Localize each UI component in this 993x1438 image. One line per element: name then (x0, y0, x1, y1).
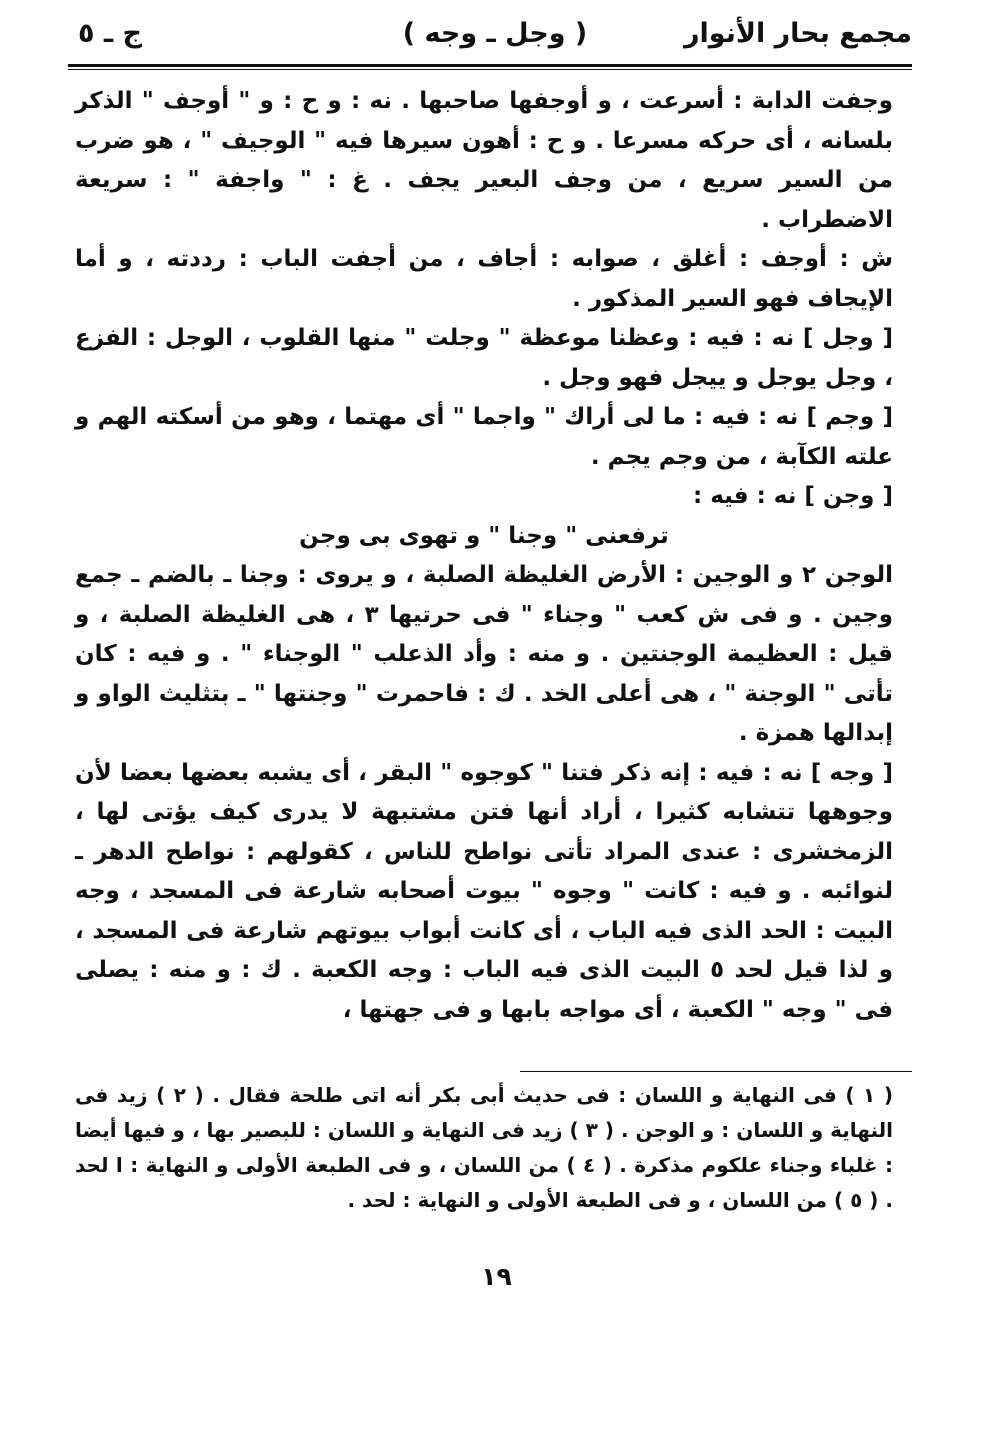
header-rule-thick (68, 64, 912, 67)
paragraph: ش : أوجف : أغلق ، صوابه : أجاف ، من أجفت الباب : رددته ، و أما الإيجاف فهو السير المذكور . (75, 246, 893, 312)
paragraph: [ وجه ] نه : فيه : إنه ذكر فتنا " كوجوه " البقر ، أى يشبه بعضها بعضا لأن وجوهها تتشابه كثيرا ، أراد أنها فتن مشتبهة لا يدرى كيف يؤتى لها ، الزمخشرى : عندى المراد تأتى نواطح للناس ، كقولهم : نواطح الدهر ـ لنوائبه . و فيه : كانت " وجوه " بيوت أصحابه شارعة فى المسجد ، وجه البيت : الحد الذى فيه الباب ، أى كانت أبواب بيوتهم شارعة فى المسجد ، و لذا قيل لحد ٥ البيت الذى فيه الباب : وجه الكعبة . ك : و منه : يصلى فى " وجه " الكعبة ، أى مواجه بابها و فى جهتها ، (75, 759, 894, 1023)
paragraph: [ وجم ] نه : فيه : ما لى أراك " واجما " أى مهتما ، وهو من أسكته الهم و علته الكآبة ، من وجم يجم . (75, 404, 893, 470)
main-text (75, 82, 893, 1052)
page-number: ١٩ (481, 1262, 512, 1291)
paragraph: وجفت الدابة : أسرعت ، و أوجفها صاحبها . نه : و ح : و " أوجف " الذكر بلسانه ، أى حركه مسرعا . و ح : أهون سيرها فيه " الوجيف " ، هو ضرب من السير سريع ، من وجف البعير يجف . غ : " واجفة " : سريعة الاضطراب . (75, 88, 893, 233)
footnote-text: ( ١ ) فى النهاية و اللسان : فى حديث أبى بكر أنه اتى طلحة فقال . ( ٢ ) زيد فى النهاية و اللسان : و الوجن . ( ٣ ) زيد فى النهاية و اللسان : للبصير بها ، و فيها أيضا : غلباء وجناء علكوم مذكرة . ( ٤ ) من اللسان ، و فى الطبعة الأولى و النهاية : ا لحد . ( ٥ ) من اللسان ، و فى الطبعة الأولى و النهاية : لحد . (75, 1083, 894, 1212)
volume-label: ج ـ ٥ (78, 18, 142, 49)
paragraph: الوجن ٢ و الوجين : الأرض الغليظة الصلبة ، و يروى : وجنا ـ بالضم ـ جمع وجين . و فى ش كعب " وجناء " فى حرتيها ٣ ، هى الغليظة الصلبة ، و قيل : العظيمة الوجنتين . و منه : وأد الذعلب " الوجناء " . و فيه : كان تأتى " الوجنة " ، هى أعلى الخد . ك : فاحمرت " وجنتها " ـ بتثليث الواو و إبدالها همزة . (75, 562, 893, 746)
paragraph: [ وجل ] نه : فيه : وعظنا موعظة " وجلت " منها القلوب ، الوجل : الفزع ، وجل يوجل و ييجل فهو وجل . (75, 325, 893, 391)
book-title: مجمع بحار الأنوار (683, 18, 912, 49)
verse-line: ترفعنى " وجنا " و تهوى بى وجن (299, 522, 669, 549)
paragraph: [ وجن ] نه : فيه : (692, 483, 893, 509)
header-rule-thin (68, 69, 912, 70)
footnote-rule (520, 1071, 912, 1072)
section-title: ( وجل ـ وجه ) (402, 18, 588, 49)
running-header (78, 18, 912, 58)
footnotes (75, 1078, 893, 1238)
